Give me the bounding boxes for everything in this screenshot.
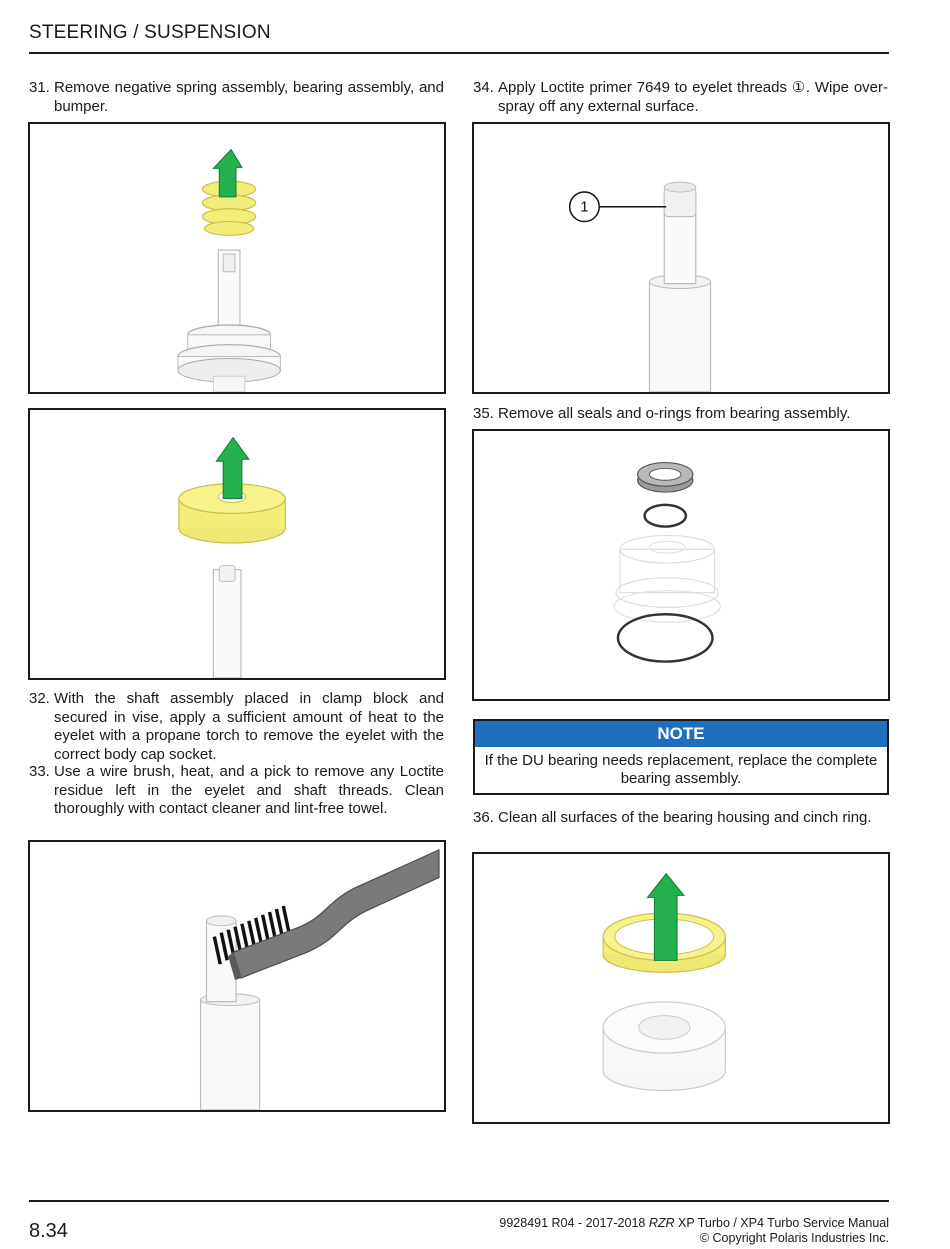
step-text: Remove negative spring assembly, bearing assembly, and bumper. (54, 79, 444, 115)
step-text: With the shaft assembly placed in clamp block and secured in vise, apply a sufficient amount of heat to the eyelet with a propane torch to remove the eyelet with the correct body cap socket. (54, 690, 444, 763)
step-number: 35. (473, 405, 494, 422)
step-text: Apply Loctite primer 7649 to eyelet threads ①. Wipe over-spray off any external surface. (498, 79, 888, 115)
figure-cinch-ring (472, 852, 890, 1124)
step-35 (473, 405, 888, 424)
footer-doc-line: 9928491 R04 - 2017-2018 RZR XP Turbo / XP4 Turbo Service Manual (499, 1216, 889, 1230)
step-number: 34. (473, 79, 494, 96)
figure-eyelet-threads (472, 122, 890, 394)
step-36 (473, 809, 888, 828)
figure-spring-removal (28, 122, 446, 394)
step-text: Use a wire brush, heat, and a pick to remove any Loctite residue left in the eyelet and shaft threads. Clean thoroughly with contact cleaner and lint-free towel. (54, 763, 444, 817)
step-31 (29, 79, 444, 116)
footer-copyright: © Copyright Polaris Industries Inc. (699, 1231, 889, 1245)
callout-1: 1 (580, 199, 589, 216)
step-32 (29, 690, 444, 764)
note-body: If the DU bearing needs replacement, replace the complete bearing assembly. (484, 752, 878, 787)
note-heading: NOTE (475, 721, 887, 747)
step-34 (473, 79, 888, 116)
note-box (473, 719, 889, 795)
step-number: 36. (473, 809, 494, 826)
step-text: Remove all seals and o-rings from bearing assembly. (498, 405, 851, 422)
page-number: 8.34 (29, 1220, 68, 1242)
footer-doc-info (499, 1216, 889, 1246)
figure-wire-brush (28, 840, 446, 1112)
header-rule (29, 52, 889, 54)
step-number: 32. (29, 690, 50, 707)
step-33 (29, 763, 444, 819)
step-text: Clean all surfaces of the bearing housing and cinch ring. (498, 809, 872, 826)
figure-bumper-removal (28, 408, 446, 680)
step-number: 33. (29, 763, 50, 780)
figure-seals-orings (472, 429, 890, 701)
step-number: 31. (29, 79, 50, 96)
section-title: STEERING / SUSPENSION (29, 22, 271, 43)
footer-rule (29, 1200, 889, 1202)
